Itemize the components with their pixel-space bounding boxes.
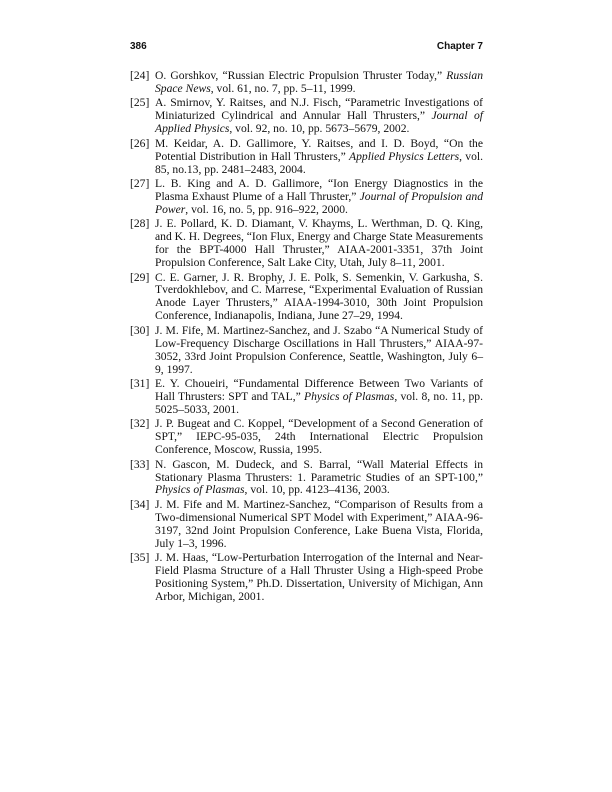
page-number: 386: [130, 41, 147, 52]
reference-text: O. Gorshkov, “Russian Electric Propulsion Thruster Today,”: [155, 69, 447, 82]
reference-text: C. E. Garner, J. R. Brophy, J. E. Polk, S. Semenkin, V. Garkusha, S. Tverdokhlebov, and C. Marrese, “Experimental Evaluation of Russian Anode Layer Thrusters,” AIAA-1994-3010, 30th Joint Propulsion Conference, Indianapolis, Indiana, June 27–29, 1994.: [155, 270, 483, 323]
reference-item: [130, 138, 483, 177]
reference-number: [27]: [130, 177, 150, 191]
reference-text: J. P. Bugeat and C. Koppel, “Development of a Second Generation of SPT,” IEPC-95-035, 24th International Electric Propulsion Conference, Moscow, Russia, 1995.: [155, 417, 483, 457]
reference-text: J. E. Pollard, K. D. Diamant, V. Khayms, L. Werthman, D. Q. King, and K. H. Degrees, “Ion Flux, Energy and Charge State Measurements for the BPT-4000 Hall Thruster,” AIAA-2001-3351, 37th Joint Propulsion Conference, Salt Lake City, Utah, July 8–11, 2001.: [155, 217, 483, 270]
reference-number: [35]: [130, 551, 150, 565]
reference-text: L. B. King and A. D. Gallimore, “Ion Energy Diagnostics in the Plasma Exhaust Plume of a Hall Thruster,”: [155, 177, 483, 203]
reference-item: [130, 97, 483, 136]
reference-text: M. Keidar, A. D. Gallimore, Y. Raitses, and I. D. Boyd, “On the Potential Distribution in Hall Thrusters,”: [155, 136, 483, 163]
reference-item: [130, 418, 483, 457]
reference-item: [130, 378, 483, 417]
reference-item: [130, 272, 483, 324]
reference-text: J. M. Haas, “Low-Perturbation Interrogation of the Internal and Near-Field Plasma Structure of a Hall Thruster Using a High-speed Probe Positioning System,” Ph.D. Dissertation, University of Michigan, Ann Arbor, Michigan, 2001.: [155, 551, 483, 603]
reference-item: [130, 499, 483, 551]
reference-journal-title: Physics of Plasmas: [155, 483, 245, 497]
reference-journal-title: Physics of Plasmas: [304, 389, 395, 403]
reference-text: N. Gascon, M. Dudeck, and S. Barral, “Wall Material Effects in Stationary Plasma Thrusters: 1. Parametric Studies of an SPT-100,”: [155, 457, 483, 484]
reference-text: , vol. 8, no. 11, pp. 5025–5033, 2001.: [155, 389, 483, 416]
reference-item: [130, 325, 483, 377]
reference-text: , vol. 92, no. 10, pp. 5673–5679, 2002.: [229, 122, 410, 136]
reference-number: [31]: [130, 377, 150, 390]
reference-number: [30]: [130, 323, 150, 337]
reference-text: , vol. 10, pp. 4123–4136, 2003.: [244, 483, 390, 497]
reference-number: [32]: [130, 417, 150, 431]
reference-item: [130, 552, 483, 604]
reference-number: [25]: [130, 96, 150, 110]
reference-text: J. M. Fife and M. Martinez-Sanchez, “Comparison of Results from a Two-dimensional Numerical SPT Model with Experiment,” AIAA-96-3197, 32nd Joint Propulsion Conference, Lake Buena Vista, Florida, July 1–3, 1996.: [155, 497, 483, 550]
reference-item: [130, 178, 483, 217]
reference-number: [34]: [130, 497, 150, 511]
reference-number: [29]: [130, 270, 150, 284]
reference-text: J. M. Fife, M. Martinez-Sanchez, and J. Szabo “A Numerical Study of Low-Frequency Discharge Oscillations in Hall Thrusters,” AIAA-97-3052, 33rd Joint Propulsion Conference, Seattle, Washington, July 6–9, 1997.: [155, 323, 483, 376]
reference-item: [130, 459, 483, 498]
reference-list: [130, 70, 483, 605]
reference-journal-title: Journal of Applied Physics: [155, 109, 484, 136]
reference-item: [130, 70, 483, 96]
reference-number: [33]: [130, 457, 150, 471]
reference-text: E. Y. Choueiri, “Fundamental Difference Between Two Variants of Hall Thrusters: SPT and TAL,”: [155, 377, 483, 403]
reference-text: , vol. 16, no. 5, pp. 916–922, 2000.: [185, 202, 348, 216]
reference-number: [24]: [130, 69, 150, 82]
reference-text: , vol. 61, no. 7, pp. 5–11, 1999.: [210, 81, 356, 95]
reference-text: A. Smirnov, Y. Raitses, and N.J. Fisch, “Parametric Investigations of Miniaturized Cylindrical and Annular Hall Thrusters,”: [155, 96, 483, 123]
reference-item: [130, 218, 483, 270]
reference-journal-title: Journal of Propulsion and Power: [155, 189, 483, 216]
reference-text: , vol. 85, no.13, pp. 2481–2483, 2004.: [155, 149, 483, 176]
reference-journal-title: Applied Physics Letters: [349, 149, 460, 163]
reference-number: [28]: [130, 217, 150, 231]
reference-number: [26]: [130, 136, 150, 150]
reference-journal-title: Russian Space News: [155, 69, 483, 95]
chapter-title: Chapter 7: [436, 41, 483, 52]
